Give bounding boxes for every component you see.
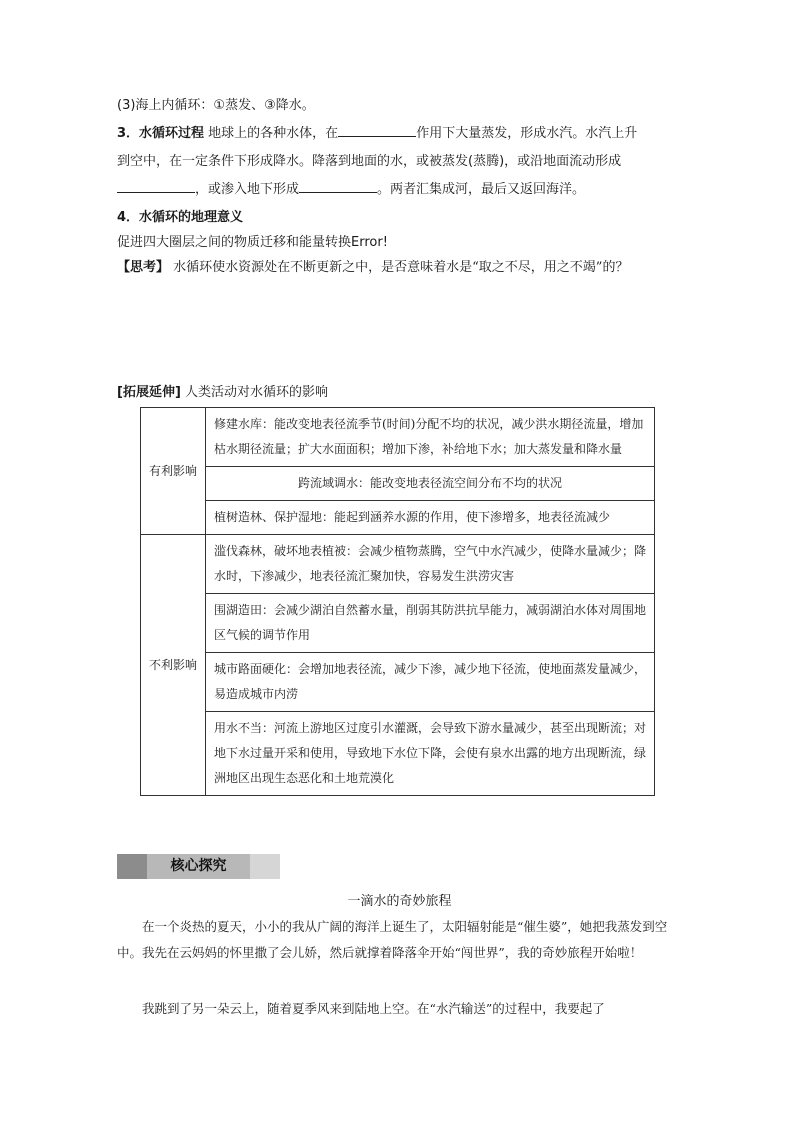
- blank-1[interactable]: [338, 122, 416, 137]
- table-cell: 滥伐森林，破坏地表植被：会减少植物蒸腾，空气中水汽减少，使降水量减少；降水时，下渗减少，地表径流汇聚加快，容易发生洪涝灾害: [206, 535, 655, 594]
- question-3-label: 3．水循环过程: [117, 126, 205, 141]
- banner-dark-block: [117, 854, 147, 879]
- table-row: [141, 501, 655, 535]
- table-row: [141, 594, 655, 653]
- think-label: 【思考】: [117, 260, 170, 275]
- banner-title: 核心探究: [147, 854, 250, 879]
- story-paragraph-2: 我跳到了另一朵云上，随着夏季风来到陆地上空。在“水汽输送”的过程中，我要起了: [142, 1001, 605, 1016]
- extension-title: 人类活动对水循环的影响: [180, 385, 329, 400]
- story-paragraph-1: 在一个炎热的夏天，小小的我从广阔的海洋上诞生了，太阳辐射能是“催生婆”，她把我蒸发到空中。我先在云妈妈的怀里撒了会儿娇，然后就撑着降落伞开始“闯世界”，我的奇妙旅程开始啦！: [117, 919, 668, 960]
- table-row: [141, 408, 655, 467]
- core-banner: [117, 854, 280, 879]
- table-cell: 植树造林、保护湿地：能起到涵养水源的作用，使下渗增多，地表径流减少: [206, 501, 655, 535]
- extension-heading: [117, 381, 328, 400]
- table-row: [141, 653, 655, 712]
- table-row: [141, 535, 655, 594]
- table-cell: 修建水库：能改变地表径流季节(时间)分配不均的状况，减少洪水期径流量，增加枯水期径流量；扩大水面面积；增加下渗，补给地下水；加大蒸发量和降水量: [206, 408, 655, 467]
- impact-table: [140, 407, 655, 796]
- table-cell: 跨流域调水：能改变地表径流空间分布不均的状况: [206, 467, 655, 501]
- blank-2[interactable]: [117, 178, 195, 193]
- story-title: 一滴水的奇妙旅程: [347, 894, 452, 909]
- unfavorable-label: 不利影响: [141, 535, 206, 796]
- favorable-label: 有利影响: [141, 408, 206, 535]
- question-4-label: 4．水循环的地理意义: [117, 210, 244, 225]
- question-3-line-2: 到空中，在一定条件下形成降水。降落到地面的水，或被蒸发(蒸腾)，或沿地面流动形成: [117, 154, 622, 169]
- table-cell: 围湖造田：会减少湖泊自然蓄水量，削弱其防洪抗旱能力，减弱湖泊水体对周围地区气候的调节作用: [206, 594, 655, 653]
- think-line: [117, 256, 628, 275]
- table-row: [141, 467, 655, 501]
- table-cell: 用水不当：河流上游地区过度引水灌溉，会导致下游水量减少，甚至出现断流；对地下水过量开采和使用，导致地下水位下降，会使有泉水出露的地方出现断流，绿洲地区出现生态恶化和土地荒漠化: [206, 712, 655, 796]
- question-4-text: 促进四大圈层之间的物质迁移和能量转换Error!: [117, 235, 388, 250]
- table-cell: 城市路面硬化：会增加地表径流，减少下渗，减少地下径流，使地面蒸发量减少，易造成城市内涝: [206, 653, 655, 712]
- think-question: 水循环使水资源处在不断更新之中，是否意味着水是“取之不尽，用之不竭”的？: [169, 260, 629, 275]
- cycle-item-3: (3)海上内循环：①蒸发、③降水。: [117, 98, 315, 113]
- question-3-line-1: 3．水循环过程 地球上的各种水体，在 作用下大量蒸发，形成水汽。水汽上升: [117, 122, 637, 141]
- table-row: [141, 712, 655, 796]
- blank-3[interactable]: [299, 178, 377, 193]
- banner-light-block: [250, 854, 280, 879]
- extension-label: [拓展延伸]: [117, 385, 181, 400]
- question-3-line-3: ，或渗入地下形成 。两者汇集成河，最后又返回海洋。: [117, 178, 585, 197]
